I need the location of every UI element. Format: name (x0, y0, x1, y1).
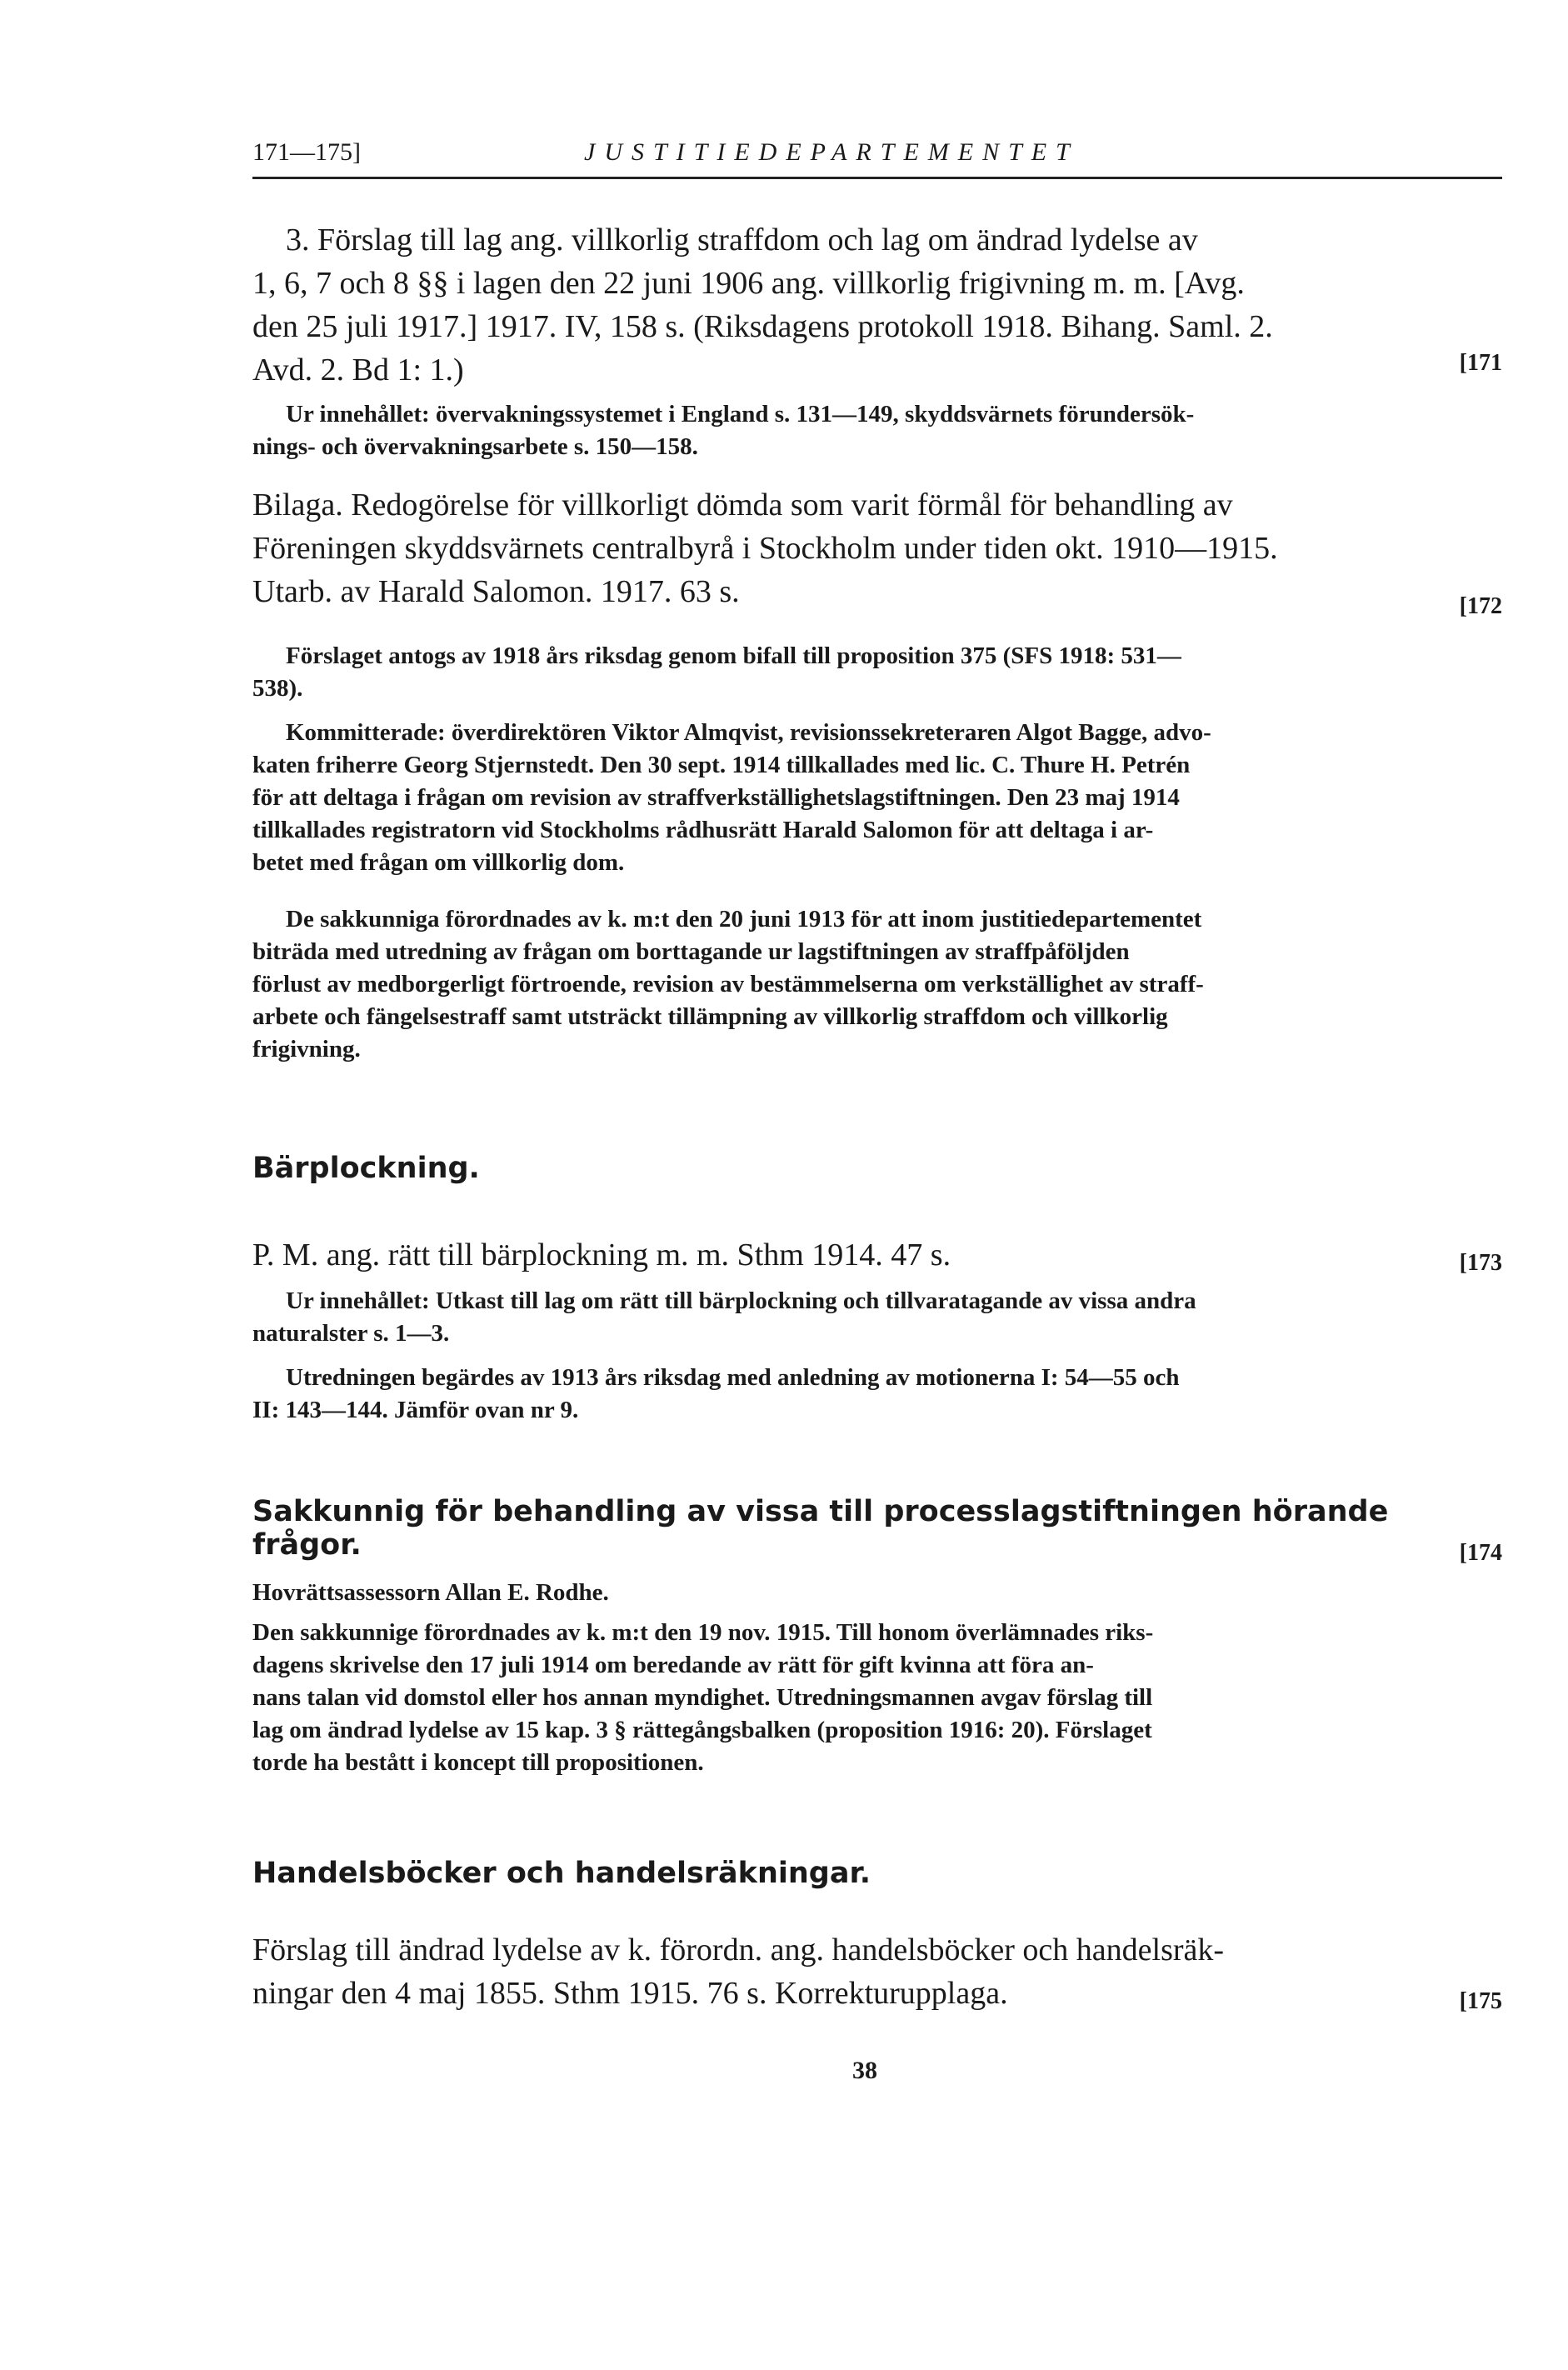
header-entry-range: 171—175] (252, 138, 361, 166)
text-line: frigivning. (252, 1036, 361, 1062)
entry-174-para (252, 1617, 1502, 1779)
text-line: tillkallades registratorn vid Stockholms rådhusrätt Harald Salomon för att deltaga i ar- (252, 817, 1154, 843)
text-line: betet med frågan om villkorlig dom. (252, 849, 625, 876)
text-line: Utredningen begärdes av 1913 års riksdag med anledning av motionerna I: 54—55 och (286, 1364, 1180, 1391)
entry-173-para1 (252, 1285, 1502, 1350)
text-line: nans talan vid domstol eller hos annan myndighet. Utredningsmannen avgav förslag till (252, 1684, 1153, 1711)
text-line: arbete och fängelsestraff samt utsträckt tillämpning av villkorlig straffdom och villkorlig (252, 1003, 1168, 1030)
entry-171-ref-row (252, 350, 1502, 383)
page-number: 38 (852, 2057, 877, 2084)
text-line: Den sakkunnige förordnades av k. m:t den 19 nov. 1915. Till honom överlämnades riks- (252, 1619, 1154, 1646)
entry-172-ref-row (252, 593, 1502, 627)
entry-175-title (252, 1928, 1502, 2015)
text-line: II: 143—144. Jämför ovan nr 9. (252, 1397, 579, 1423)
entry-ref-number: [174 (1459, 1540, 1502, 1566)
text-line: Ur innehållet: Utkast till lag om rätt till bärplockning och tillvaratagande av vissa andra (286, 1288, 1196, 1314)
text-line: Hovrättsassessorn Allan E. Rodhe. (252, 1579, 609, 1606)
header-department-title: JUSTITIEDEPARTEMENTET (584, 138, 1079, 166)
entry-174-name (252, 1577, 1502, 1609)
text-line: 1, 6, 7 och 8 §§ i lagen den 22 juni 1906 ang. villkorlig frigivning m. m. [Avg. (252, 266, 1245, 301)
entry-173-para2 (252, 1362, 1502, 1427)
text-line: Bilaga. Redogörelse för villkorligt dömda som varit förmål för behandling av (252, 488, 1233, 522)
text-line: De sakkunniga förordnades av k. m:t den 20 juni 1913 för att inom justitiedepartementet (286, 906, 1202, 932)
text-line: torde ha bestått i koncept till propositionen. (252, 1749, 704, 1776)
entry-173-title (252, 1233, 1502, 1277)
header-rule (252, 177, 1502, 179)
text-line: ningar den 4 maj 1855. Sthm 1915. 76 s. Korrekturupplaga. (252, 1976, 1008, 2011)
section-heading: Sakkunnig för behandling av vissa till processlagstiftningen hörande frågor. (252, 1495, 1389, 1562)
entry-172-para2 (252, 717, 1502, 879)
text-line: Kommitterade: överdirektören Viktor Almqvist, revisionssekreteraren Algot Bagge, advo- (286, 719, 1211, 746)
text-line: 538). (252, 675, 303, 702)
text-line: Utarb. av Harald Salomon. 1917. 63 s. (252, 574, 740, 609)
section-heading: Handelsböcker och handelsräkningar. (252, 1857, 871, 1890)
entry-ref-number: [175 (1459, 1988, 1502, 2014)
text-line: biträda med utredning av frågan om borttagande ur lagstiftningen av straffpåföljden (252, 938, 1130, 965)
text-line: Föreningen skyddsvärnets centralbyrå i Stockholm under tiden okt. 1910—1915. (252, 531, 1278, 566)
text-line: katen friherre Georg Stjernstedt. Den 30 sept. 1914 tillkallades med lic. C. Thure H. Petrén (252, 752, 1191, 778)
text-line: förlust av medborgerligt förtroende, revision av bestämmelserna om verkställighet av straff- (252, 971, 1204, 998)
entry-ref-number: [171 (1459, 350, 1502, 376)
entry-172-para1 (252, 640, 1502, 705)
text-line: Avd. 2. Bd 1: 1.) (252, 352, 464, 388)
text-line: Ur innehållet: övervakningssystemet i England s. 131—149, skyddsvärnets förundersök- (286, 401, 1195, 428)
text-line: dagens skrivelse den 17 juli 1914 om beredande av rätt för gift kvinna att föra an- (252, 1652, 1094, 1678)
entry-171-content (252, 398, 1502, 463)
text-line: naturalster s. 1—3. (252, 1320, 450, 1347)
text-line: Förslag till ändrad lydelse av k. förordn. ang. handelsböcker och handelsräk- (252, 1932, 1225, 1968)
text-line: Förslaget antogs av 1918 års riksdag genom bifall till proposition 375 (SFS 1918: 531— (286, 642, 1181, 669)
section-heading: Bärplockning. (252, 1152, 480, 1185)
text-line: P. M. ang. rätt till bärplockning m. m. Sthm 1914. 47 s. (252, 1238, 951, 1272)
text-line: lag om ändrad lydelse av 15 kap. 3 § rättegångsbalken (proposition 1916: 20). Förslaget (252, 1717, 1152, 1743)
text-line: för att deltaga i frågan om revision av straffverkställighetslagstiftningen. Den 23 maj 1914 (252, 784, 1180, 811)
entry-174-ref-row (252, 1540, 1502, 1573)
running-header (252, 133, 1502, 173)
text-line: 3. Förslag till lag ang. villkorlig straffdom och lag om ändrad lydelse av (286, 222, 1198, 258)
text-line: den 25 juli 1917.] 1917. IV, 158 s. (Riksdagens protokoll 1918. Bihang. Saml. 2. (252, 309, 1273, 344)
text-line: nings- och övervakningsarbete s. 150—158. (252, 433, 698, 460)
entry-172-para3 (252, 903, 1502, 1066)
entry-ref-number: [173 (1459, 1250, 1502, 1276)
entry-ref-number: [172 (1459, 593, 1502, 619)
